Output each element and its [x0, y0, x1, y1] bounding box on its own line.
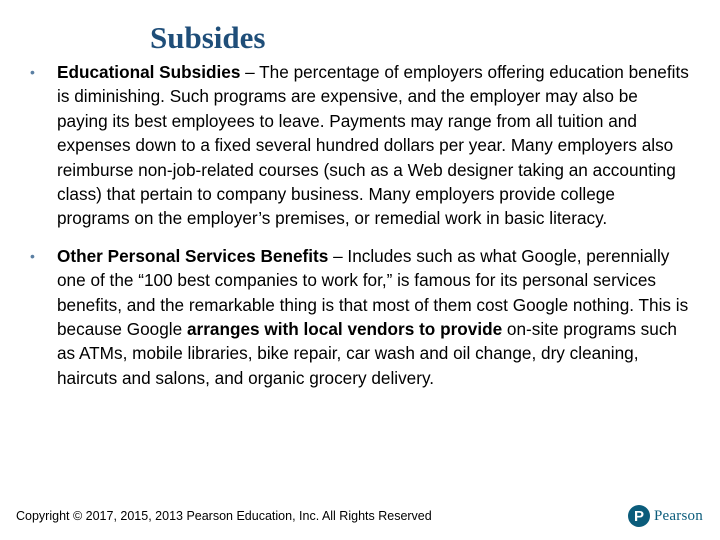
bullet-dot-icon: •	[30, 247, 35, 264]
pearson-logo-icon: P	[628, 505, 650, 527]
bullet-body: – The percentage of employers offering education benefits is diminishing. Such programs are expensive, and the employer may also be paying its best employees to leave. Payments may range from all tuition and expenses down to a fixed several hundred dollars per year. Many employers also reimburse non-job-related courses (such as a Web designer taking an accounting class) that pertain to company business. Many employers provide college programs on the employer’s premises, or remedial work in basic literacy.	[57, 62, 689, 229]
bullet-emphasis: arranges with local vendors to provide	[186, 319, 503, 340]
bullet-personal-services	[30, 244, 690, 390]
bullet-body-after: on-site programs such as ATMs, mobile libraries, bike repair, car wash and oil change, dry cleaning, haircuts and salons, and organic grocery delivery.	[57, 319, 677, 388]
copyright-footer: Copyright © 2017, 2015, 2013 Pearson Education, Inc. All Rights Reserved	[16, 509, 432, 523]
bullet-dot-icon: •	[30, 64, 35, 80]
bullet-label: Other Personal Services Benefits	[57, 245, 329, 266]
bullet-educational-subsidies	[30, 60, 690, 231]
bullet-list	[30, 60, 690, 403]
pearson-logo-text: Pearson	[654, 507, 703, 524]
slide-title: Subsides	[150, 20, 266, 55]
pearson-logo	[628, 505, 703, 527]
bullet-body-before: – Includes such as what Google, perennially one of the “100 best companies to work for,” is famous for its personal services benefits, and the remarkable thing is that most of them cost Google nothing. This is because Google	[57, 245, 689, 340]
bullet-label: Educational Subsidies	[57, 62, 241, 82]
